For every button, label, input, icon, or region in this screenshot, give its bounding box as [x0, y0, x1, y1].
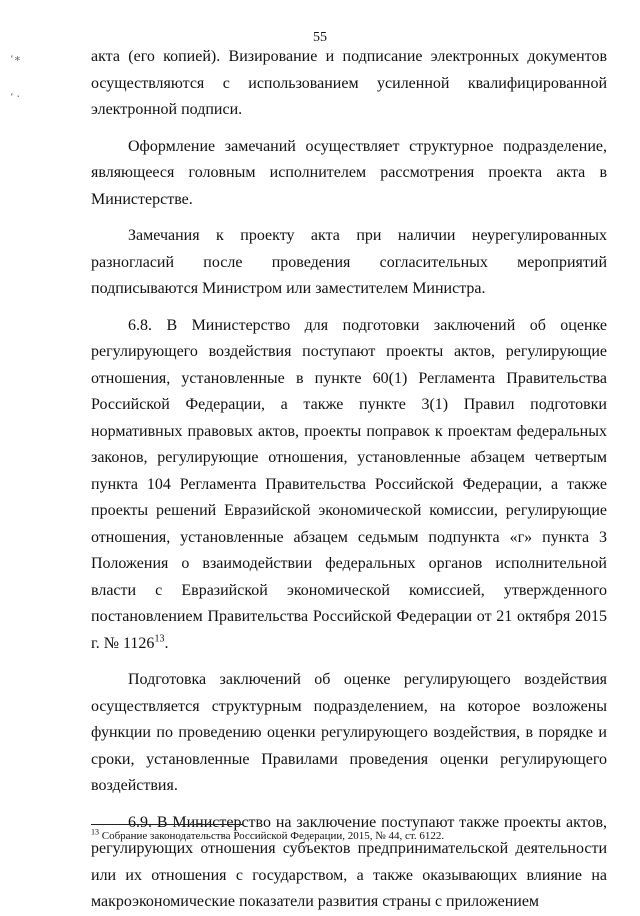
footnote [91, 829, 607, 843]
footnote-reference: 13 [154, 633, 165, 645]
main-text [91, 44, 607, 916]
paragraph: Замечания к проекту акта при наличии неурегулированных разногласий после проведения согласительных мероприятий подписываются Министром или заместителем Министра. [91, 227, 607, 297]
scan-artifact: ‘∗ [10, 53, 22, 65]
footnote-separator [91, 824, 243, 825]
footnote-text: Собрание законодательства Российской Федерации, 2015, № 44, ст. 6122. [99, 830, 445, 842]
paragraph: акта (его копией). Визирование и подписание электронных документов осуществляются с использованием усиленной квалифицированной электронной подписи. [91, 48, 607, 118]
paragraph: Подготовка заключений об оценке регулирующего воздействия осуществляется структурным подразделением, на которое возложены функции по проведению оценки регулирующего воздействия, в порядке и сроки, установленные Правилами проведения оценки регулирующего воздействия. [91, 671, 607, 794]
paragraph-text: 6.8. В Министерство для подготовки заключений об оценке регулирующего воздействия поступают проекты актов, регулирующие отношения, установленные в пункте 60(1) Регламента Правительства Российской Федерации, а также пункте 3(1) Правил подготовки нормативных правовых актов, проекты поправок к проектам федеральных законов, регулирующие отношения, установленные абзацем четвертым пункта 104 Регламента Правительства Российской Федерации, а также проекты решений Евразийской экономической комиссии, регулирующие отношения, установленные абзацем седьмым подпункта «г» пункта 3 Положения о взаимодействии федеральных органов исполнительной власти с Евразийской экономической комиссией, утвержденного постановлением Правительства Российской Федерации от 21 октября 2015 г. № 1126 [91, 316, 607, 652]
paragraph-6-9: 6.9. В Министерство на заключение поступают также проекты актов, регулирующих отношения субъектов предпринимательской деятельности или их отношения с государством, а также оказывающих влияние на макроэкономические показатели развития страны с приложением [91, 813, 607, 910]
footnote-marker: 13 [91, 827, 99, 837]
paragraph: Оформление замечаний осуществляет структурное подразделение, являющееся головным исполнителем рассмотрения проекта акта в Министерстве. [91, 137, 607, 208]
paragraph-6-8 [91, 313, 607, 658]
page-number: 55 [313, 30, 327, 45]
paragraph-end-punctuation: . [164, 634, 169, 652]
scan-artifact: ‘ ⋅ [10, 91, 21, 103]
